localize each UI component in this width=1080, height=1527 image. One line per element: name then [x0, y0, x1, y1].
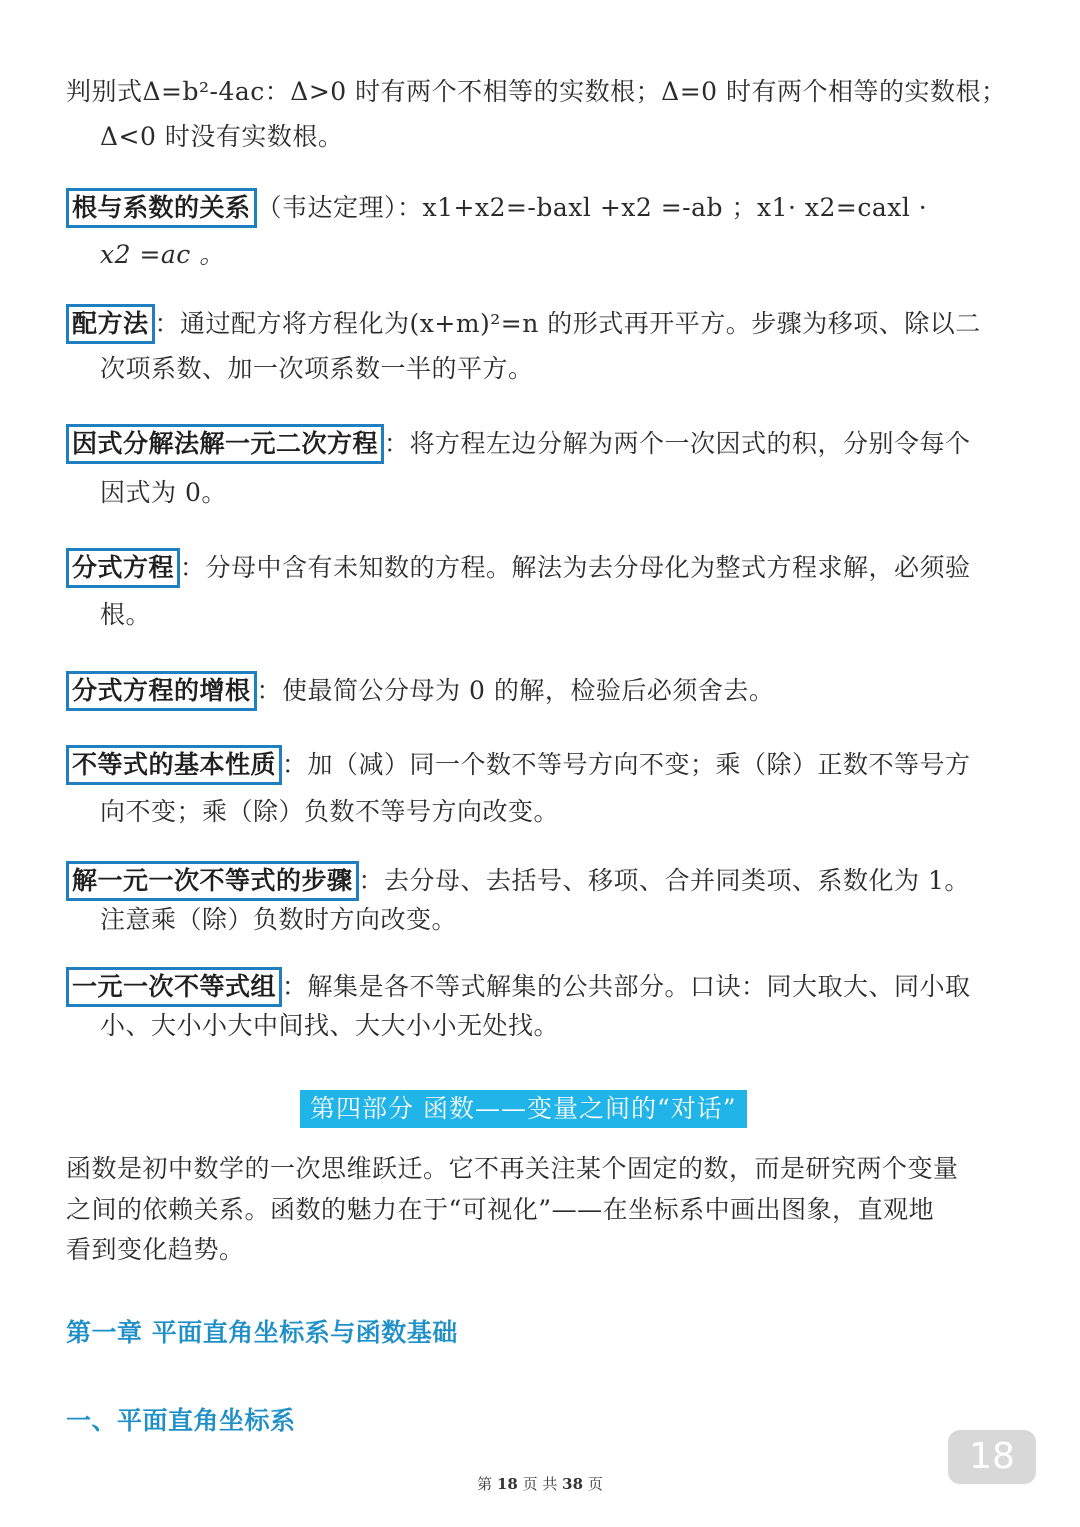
- extraneous-root-term: 分式方程的增根: [66, 671, 257, 711]
- factoring-line-2: 因式为 0。: [100, 478, 227, 507]
- footer-prefix: 第: [477, 1475, 493, 1493]
- vieta-term: 根与系数的关系: [66, 188, 257, 228]
- inequality-properties-line-2: 向不变；乘（除）负数不等号方向改变。: [100, 797, 560, 826]
- inequality-properties-term: 不等式的基本性质: [66, 745, 282, 785]
- completing-square-line-1: ：通过配方将方程化为(x+m)²=n 的形式再开平方。步骤为移项、除以二: [154, 309, 981, 338]
- inequality-steps-term: 解一元一次不等式的步骤: [66, 861, 359, 901]
- intro-line-1: 函数是初中数学的一次思维跃迁。它不再关注某个固定的数，而是研究两个变量: [66, 1154, 959, 1183]
- subsection-title: 一、平面直角坐标系: [66, 1406, 296, 1435]
- discriminant-line-1: 判别式Δ=b²-4ac：Δ>0 时有两个不相等的实数根；Δ=0 时有两个相等的实数根；: [66, 77, 1007, 106]
- intro-line-3: 看到变化趋势。: [66, 1235, 245, 1264]
- extraneous-root-line-1: ：使最简公分母为 0 的解，检验后必须舍去。: [256, 676, 775, 705]
- fractional-equation-paragraph: [66, 548, 1014, 588]
- inequality-properties-line-1: ：加（减）同一个数不等号方向不变；乘（除）正数不等号方: [282, 750, 971, 779]
- footer-middle: 页 共: [522, 1475, 558, 1493]
- fractional-equation-term: 分式方程: [66, 548, 180, 588]
- intro-line-2: 之间的依赖关系。函数的魅力在于“可视化”——在坐标系中画出图象，直观地: [66, 1195, 935, 1224]
- inequality-system-line-2: 小、大小小大中间找、大大小小无处找。: [100, 1011, 560, 1040]
- section-title: 第四部分 函数——变量之间的“对话”: [300, 1090, 747, 1128]
- chapter-title: 第一章 平面直角坐标系与函数基础: [66, 1318, 458, 1347]
- page-number-badge: 18: [948, 1430, 1036, 1484]
- inequality-steps-line-1: ：去分母、去括号、移项、合并同类项、系数化为 1。: [358, 866, 970, 895]
- completing-square-line-2: 次项系数、加一次项系数一半的平方。: [100, 354, 534, 383]
- footer-suffix: 页: [587, 1475, 603, 1493]
- inequality-system-term: 一元一次不等式组: [66, 967, 282, 1007]
- factoring-paragraph: [66, 424, 1014, 464]
- inequality-system-line-1: ：解集是各不等式解集的公共部分。口诀：同大取大、同小取: [282, 972, 971, 1001]
- page-footer: [0, 1473, 1080, 1494]
- footer-current-page: 18: [496, 1475, 518, 1493]
- extraneous-root-paragraph: [66, 671, 1014, 711]
- inequality-properties-paragraph: [66, 745, 1014, 785]
- footer-total-pages: 38: [562, 1475, 584, 1493]
- completing-square-term: 配方法: [66, 304, 155, 344]
- fractional-equation-line-1: ：分母中含有未知数的方程。解法为去分母化为整式方程求解，必须验: [180, 553, 971, 582]
- inequality-system-paragraph: [66, 967, 1014, 1007]
- fractional-equation-line-2: 根。: [100, 600, 152, 629]
- inequality-steps-paragraph: [66, 861, 1014, 901]
- discriminant-line-2: Δ<0 时没有实数根。: [100, 122, 344, 151]
- vieta-line-1: （韦达定理）：x1+x2=-baxl +x2 =-ab ；x1· x2=caxl ·: [256, 193, 928, 222]
- vieta-paragraph: [66, 188, 1014, 228]
- factoring-term: 因式分解法解一元二次方程: [66, 424, 384, 464]
- vieta-line-2: x2 =ac 。: [100, 240, 225, 269]
- inequality-steps-line-2: 注意乘（除）负数时方向改变。: [100, 905, 458, 934]
- factoring-line-1: ：将方程左边分解为两个一次因式的积，分别令每个: [384, 429, 971, 458]
- completing-square-paragraph: [66, 304, 1014, 344]
